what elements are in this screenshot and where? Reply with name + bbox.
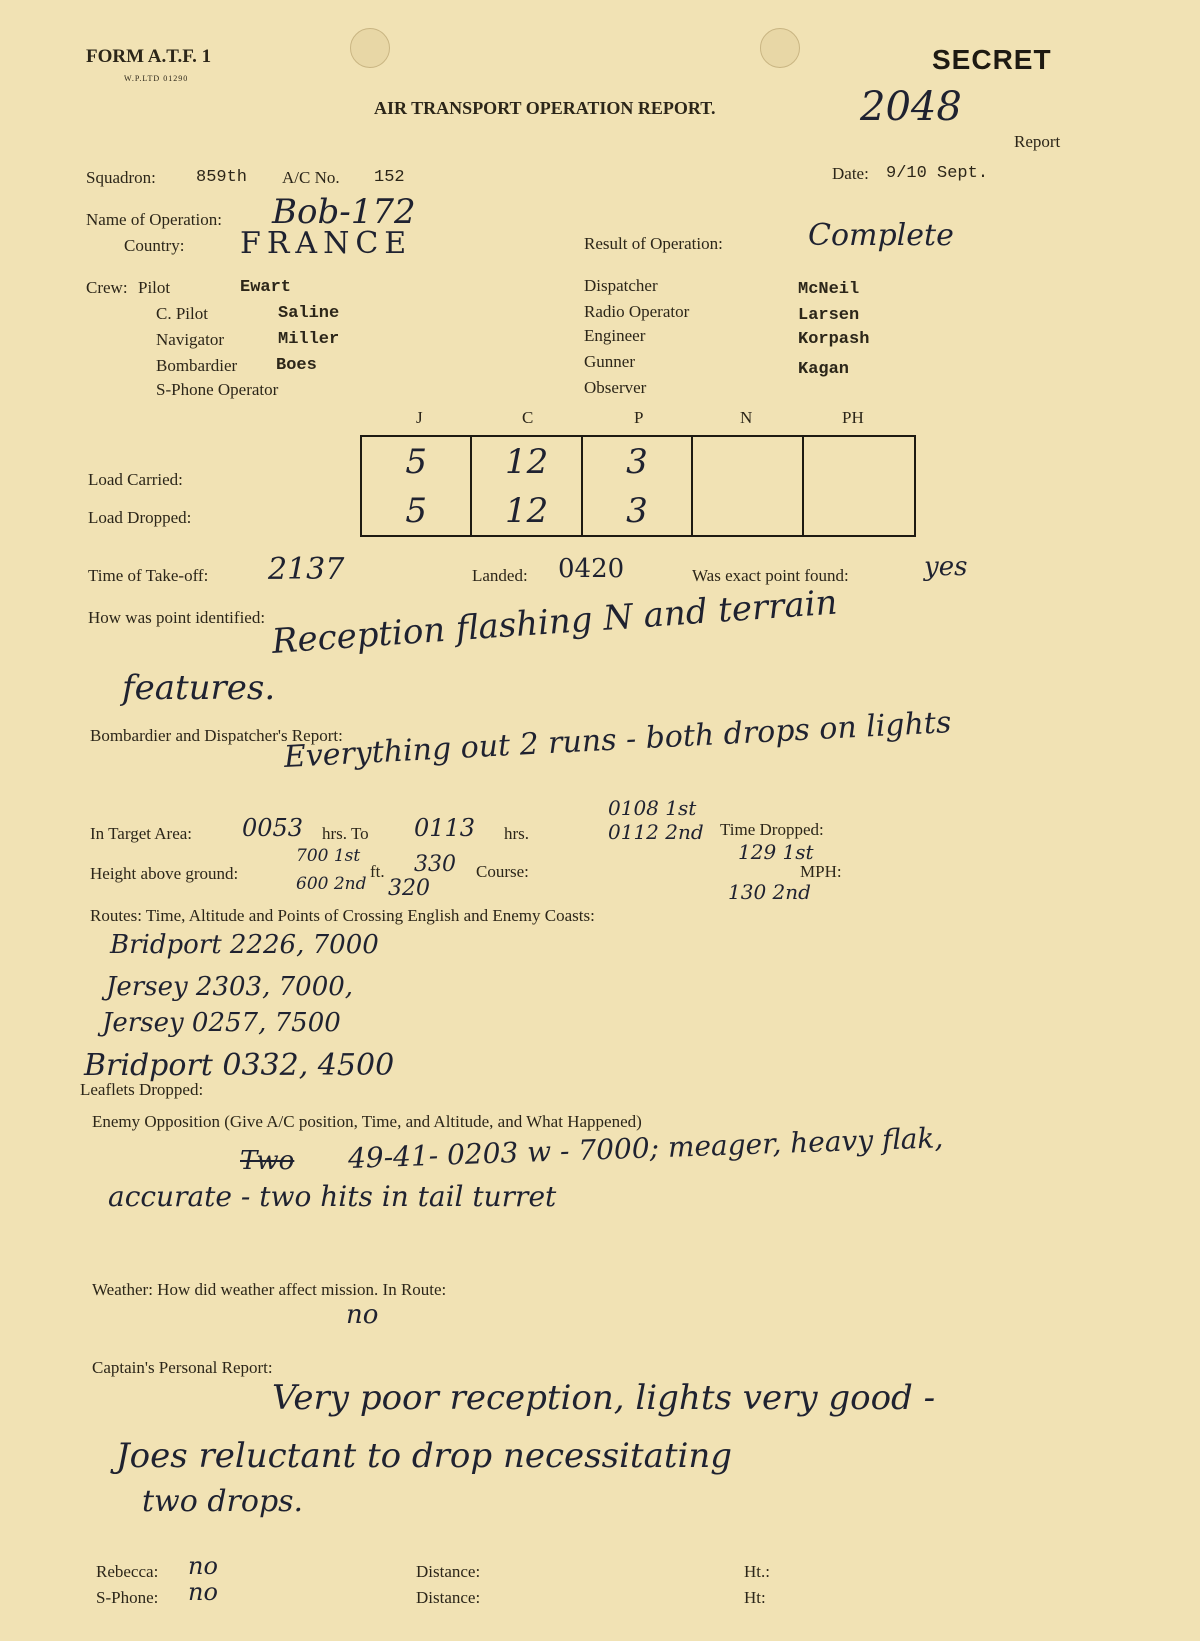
date-label: Date:: [832, 164, 869, 183]
target-area-from: 0053: [242, 814, 304, 842]
crew-name: Saline: [278, 304, 340, 323]
load-column-header: J: [416, 408, 423, 427]
squadron-value: 859th: [196, 168, 248, 187]
course-label: Course:: [476, 862, 529, 881]
course-first: 330: [414, 852, 456, 877]
aircraft-label: A/C No.: [282, 168, 340, 187]
report-number: 2048: [860, 84, 962, 130]
crew-role: Bombardier: [156, 356, 238, 375]
load-column-header: PH: [842, 408, 864, 427]
crew-role: Gunner: [584, 352, 635, 371]
landed-value: 0420: [558, 554, 625, 584]
target-area-to: 0113: [414, 814, 476, 842]
date-value: 9/10 Sept.: [886, 164, 989, 183]
country-label: Country:: [124, 236, 185, 255]
crew-name: Kagan: [798, 360, 850, 379]
squadron-label: Squadron:: [86, 168, 156, 187]
classification-stamp: SECRET: [932, 44, 1052, 75]
identified-label: How was point identified:: [88, 608, 266, 627]
country-value: FRANCE: [240, 226, 413, 261]
rebecca-height-label: Ht.:: [744, 1562, 770, 1581]
crew-role: Observer: [584, 378, 647, 397]
result-value: Complete: [808, 218, 954, 253]
load-dropped-cell: 12: [472, 486, 582, 535]
opposition-struck: Two: [240, 1146, 295, 1176]
route-line: Jersey 2303, 7000,: [106, 972, 354, 1002]
aircraft-number: 152: [374, 168, 405, 187]
captain-report-line1: Very poor reception, lights very good -: [272, 1378, 936, 1418]
sphone-label: S-Phone:: [96, 1588, 159, 1607]
height-first: 700 1st: [296, 846, 361, 866]
opposition-label: Enemy Opposition (Give A/C position, Time, and Altitude, and What Happened): [92, 1112, 642, 1131]
target-area-hrs-to: hrs. To: [322, 824, 369, 843]
crew-name: Ewart: [240, 278, 292, 297]
routes-label: Routes: Time, Altitude and Points of Crossing English and Enemy Coasts:: [90, 906, 595, 925]
takeoff-value: 2137: [268, 552, 345, 587]
mph-second: 130 2nd: [728, 880, 811, 904]
crew-name: Boes: [276, 356, 317, 375]
exact-point-label: Was exact point found:: [692, 566, 849, 585]
route-line: Bridport 2226, 7000: [110, 930, 379, 960]
bombardier-report-label: Bombardier and Dispatcher's Report:: [90, 726, 343, 745]
leaflets-label: Leaflets Dropped:: [80, 1080, 204, 1099]
punch-hole: [760, 28, 800, 68]
rebecca-value: no: [188, 1552, 218, 1580]
height-label: Height above ground:: [90, 864, 239, 883]
crew-role: Engineer: [584, 326, 646, 345]
operation-name: Bob-172: [272, 192, 416, 232]
height-second: 600 2nd: [296, 874, 367, 894]
load-carried-cell: [804, 437, 914, 486]
load-column-header: C: [522, 408, 534, 427]
route-line: Bridport 0332, 4500: [84, 1048, 395, 1083]
route-line: Jersey 0257, 7500: [102, 1008, 341, 1038]
rebecca-label: Rebecca:: [96, 1562, 159, 1581]
captain-report-line2: Joes reluctant to drop necessitating: [116, 1436, 733, 1476]
takeoff-label: Time of Take-off:: [88, 566, 209, 585]
result-label: Result of Operation:: [584, 234, 723, 253]
crew-role: Pilot: [138, 278, 171, 297]
opposition-line1: 49-41- 0203 w - 7000; meager, heavy flak,: [347, 1121, 944, 1175]
exact-point-value: yes: [924, 552, 968, 582]
captain-report-label: Captain's Personal Report:: [92, 1358, 273, 1377]
crew-name: Korpash: [798, 330, 870, 349]
crew-role: Dispatcher: [584, 276, 658, 295]
course-second: 320: [388, 876, 430, 901]
time-dropped-first: 0108 1st: [608, 796, 697, 820]
punch-hole: [350, 28, 390, 68]
form-id: FORM A.T.F. 1: [86, 46, 212, 67]
weather-value: no: [346, 1300, 379, 1330]
load-carried-label: Load Carried:: [88, 470, 183, 489]
load-carried-cell: 5: [362, 437, 472, 486]
load-carried-cell: [693, 437, 803, 486]
crew-role: Navigator: [156, 330, 224, 349]
load-dropped-cell: 3: [583, 486, 693, 535]
crew-role: C. Pilot: [156, 304, 208, 323]
captain-report-line3: two drops.: [142, 1484, 304, 1519]
crew-role: S-Phone Operator: [156, 380, 279, 399]
sphone-height-label: Ht:: [744, 1588, 766, 1607]
load-carried-cell: 12: [472, 437, 582, 486]
target-area-label: In Target Area:: [90, 824, 193, 843]
sphone-value: no: [188, 1578, 218, 1606]
load-carried-cell: 3: [583, 437, 693, 486]
rebecca-distance-label: Distance:: [416, 1562, 481, 1581]
load-dropped-cell: [804, 486, 914, 535]
height-ft: ft.: [370, 862, 385, 881]
landed-label: Landed:: [472, 566, 528, 585]
target-area-hrs: hrs.: [504, 824, 530, 843]
form-printer-code: W.P.LTD 01290: [124, 74, 189, 83]
weather-label: Weather: How did weather affect mission. In Route:: [92, 1280, 447, 1299]
operation-label: Name of Operation:: [86, 210, 222, 229]
mph-label: MPH:: [800, 862, 842, 881]
load-column-header: P: [634, 408, 644, 427]
load-column-header: N: [740, 408, 753, 427]
sphone-distance-label: Distance:: [416, 1588, 481, 1607]
crew-role: Radio Operator: [584, 302, 690, 321]
crew-name: McNeil: [798, 280, 860, 299]
mph-first: 129 1st: [738, 840, 814, 864]
identified-value-line2: features.: [122, 668, 276, 708]
time-dropped-label: Time Dropped:: [720, 820, 824, 839]
time-dropped-second: 0112 2nd: [608, 820, 704, 844]
load-dropped-cell: [693, 486, 803, 535]
identified-value-line1: Reception flashing N and terrain: [270, 582, 839, 662]
load-dropped-cell: 5: [362, 486, 472, 535]
load-dropped-label: Load Dropped:: [88, 508, 192, 527]
opposition-line2: accurate - two hits in tail turret: [108, 1180, 557, 1213]
crew-name: Larsen: [798, 306, 860, 325]
report-label: Report: [1014, 132, 1061, 151]
page-title: AIR TRANSPORT OPERATION REPORT.: [374, 98, 716, 118]
crew-label: Crew:: [86, 278, 128, 297]
crew-name: Miller: [278, 330, 340, 349]
bombardier-report-value: Everything out 2 runs - both drops on lights: [283, 705, 953, 775]
load-table: [360, 435, 916, 537]
